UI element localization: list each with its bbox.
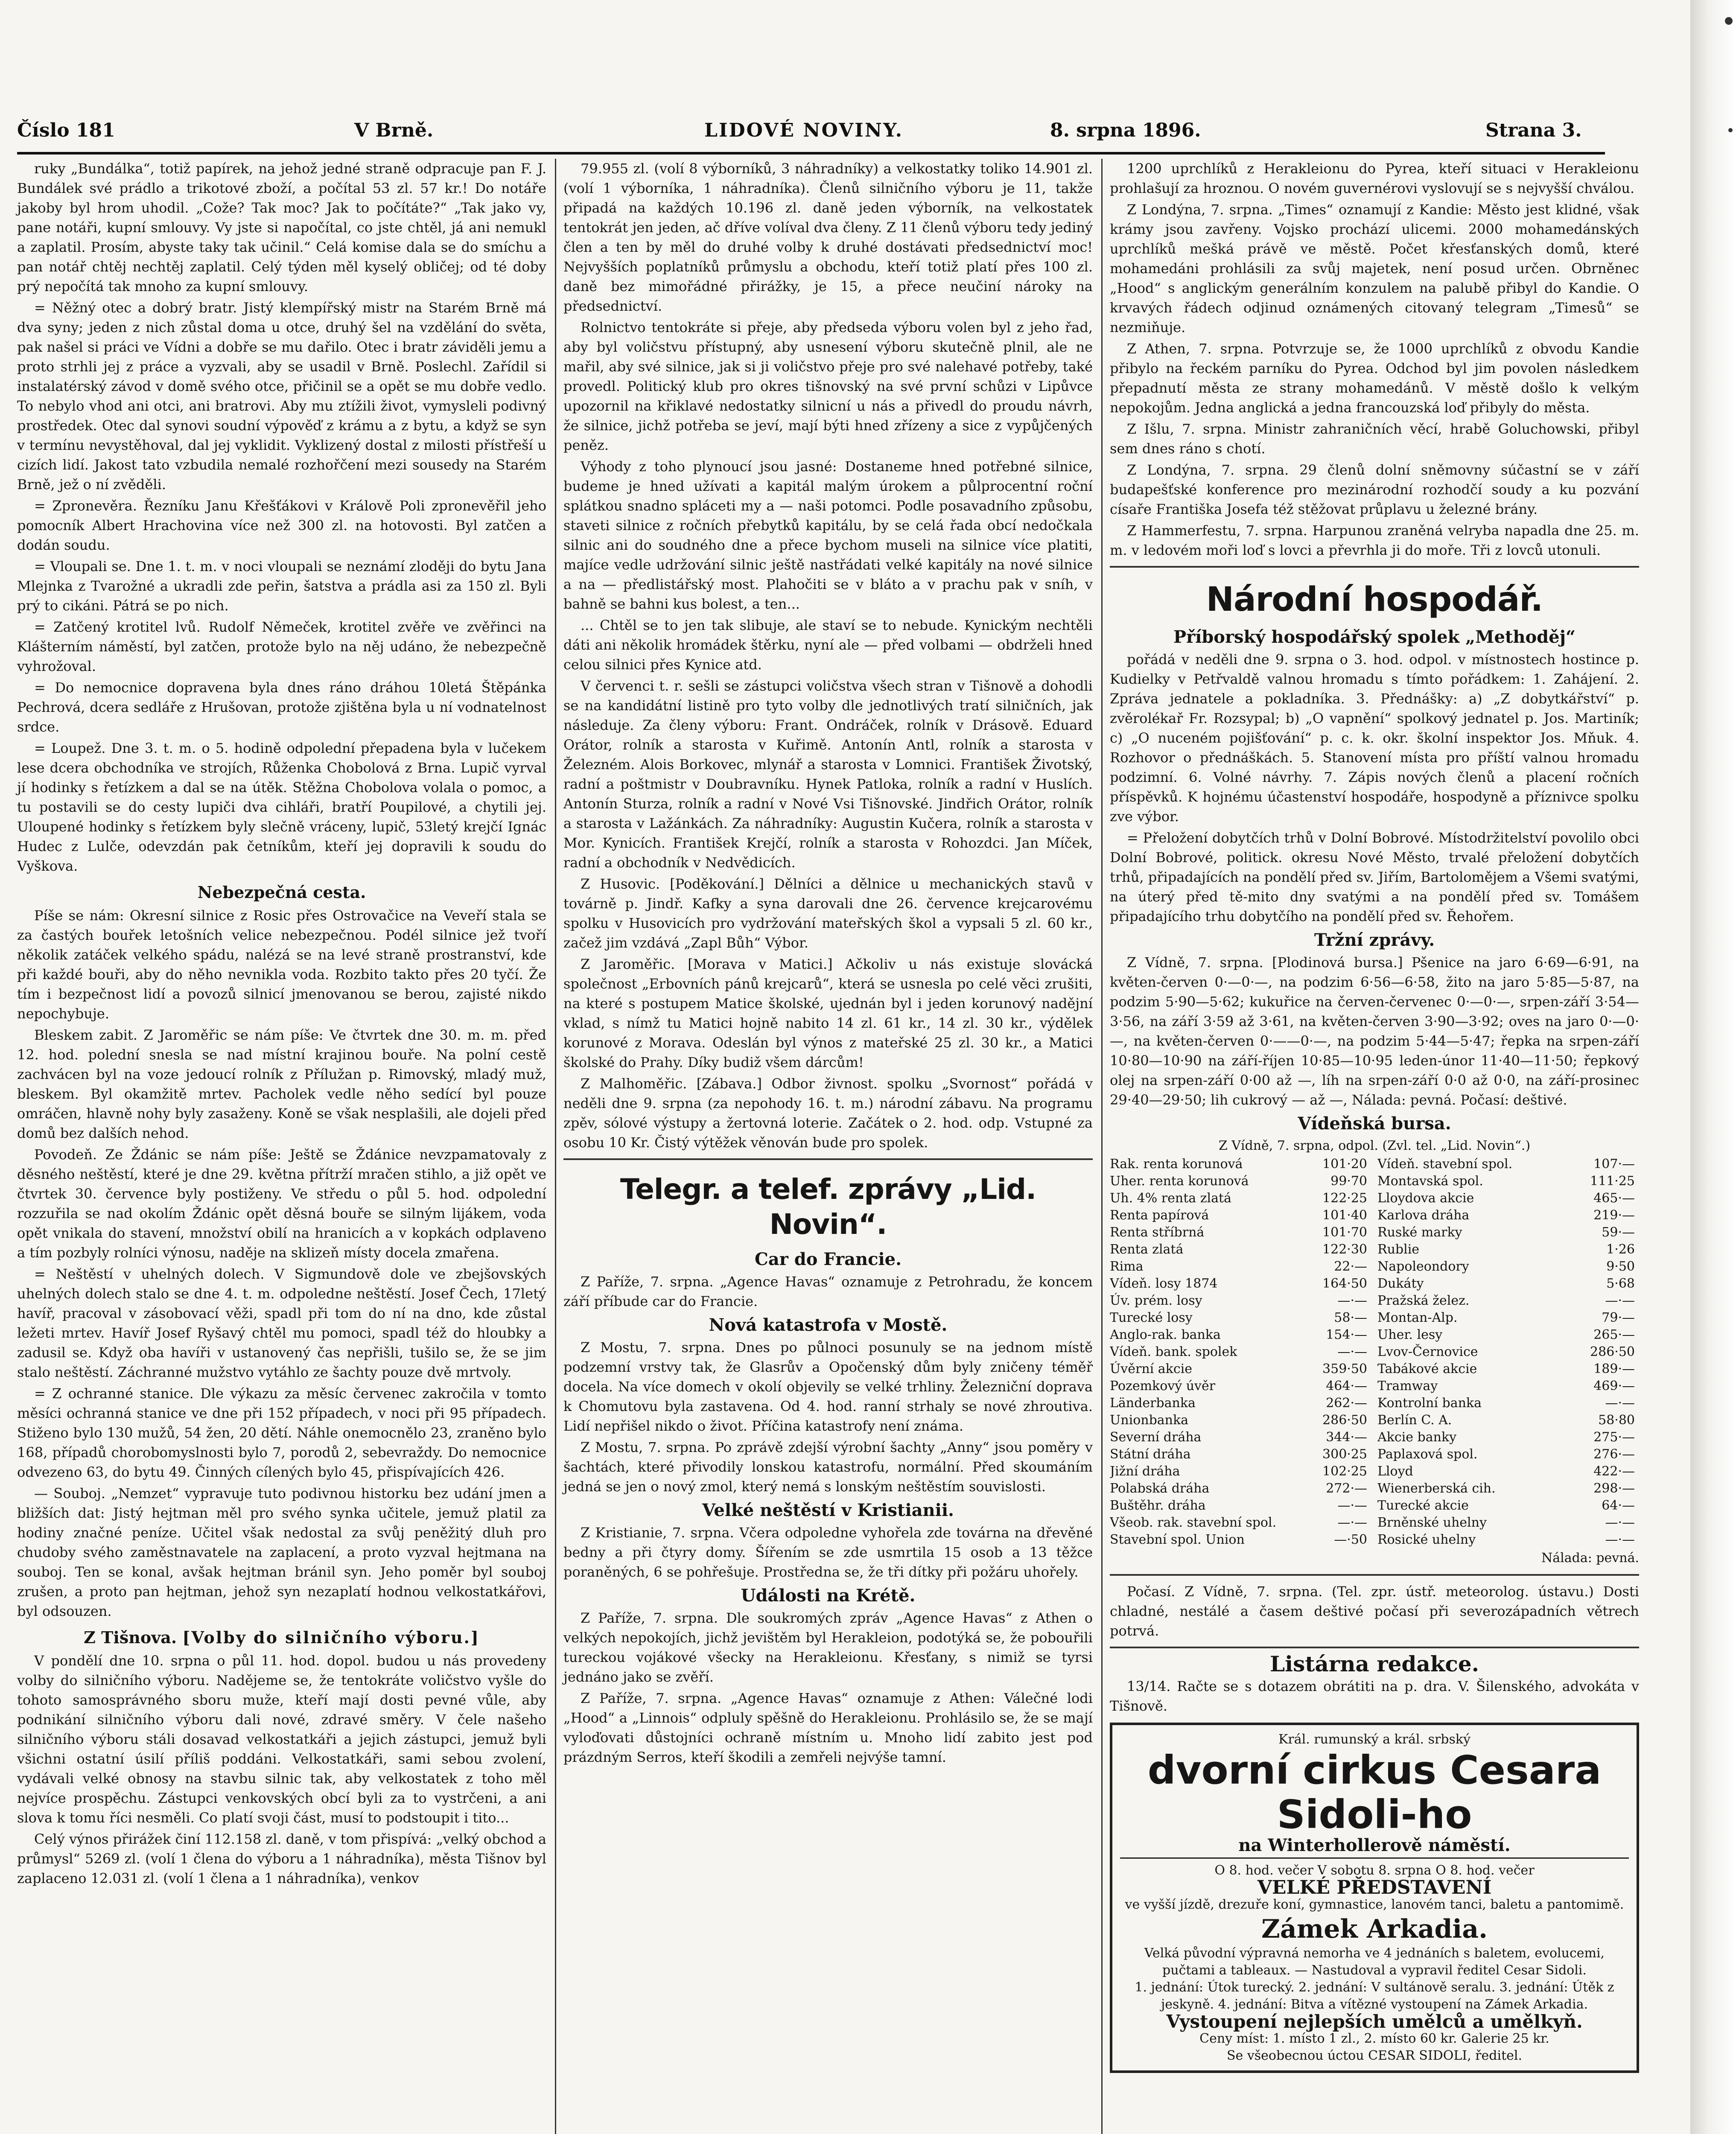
bourse-row — [1110, 1190, 1371, 1207]
bourse-row — [1377, 1275, 1639, 1292]
article: ruky „Bundálka“, totiž papírek, na jehož jedné straně odpracuje pan F. J. Bundálek své prádlo a trikotové zboží, a počítal 53 zl. 57 kr.! Do notáře jakoby byl hrom uhodil. „Cože? Tak moc? Jak to počítáte?“ „Tak jako vy, pane notáři, kupní smlouvy. Vy jste si napočítal, co jste chtěl, já ani nemukl a zaplatil. Prosím, abyste taky tak učinil.“ Celá komise dala se do smíchu a pan notář chtěj nechtěj zaplatil. Celý týden měl kyselý obličej; od té doby prý nepočítá tak mnoho za kupní smlouvy. — [17, 160, 546, 294]
bourse-row — [1377, 1207, 1639, 1224]
bourse-security: Montavská spol. — [1377, 1174, 1483, 1189]
bourse-security: Anglo-rak. banka — [1110, 1327, 1221, 1342]
bourse-row — [1377, 1361, 1639, 1378]
bourse-security: Úv. prém. losy — [1110, 1293, 1202, 1308]
bourse-price: 1·26 — [1606, 1242, 1635, 1257]
bourse-row — [1110, 1463, 1371, 1480]
ad-headline: dvorní cirkus Cesara Sidoli-ho — [1147, 1747, 1602, 1837]
article: = Vloupali se. Dne 1. t. m. v noci vloupali se neznámí zloději do bytu Jana Mlejnka z Tvarožné a ukradli zde peřin, šatstva a prádla asi za 150 zl. Byli prý to cikáni. Pátrá se po nich. — [17, 558, 546, 614]
bourse-price: —·— — [1605, 1532, 1635, 1547]
article: Celý výnos přirážek činí 112.158 zl. daně, v tom přispívá: „velký obchod a průmysl“ 5269 zl. (volí 1 člena do výboru a 1 náhradníka), města Tišnov byl zaplaceno 12.031 zl. (volí 1 člena a 1 náhradníka), venkov — [17, 1831, 546, 1886]
article: — Souboj. „Nemzet“ vypravuje tuto podivnou historku bez udání jmen a bližších dat: Jistý hejtman měl pro svého synka učitele, jemuž platil za hodiny značné peníze. Učitel však nedostal za svůj peněžitý dluh pro chudoby svého zaměstnavatele na zaplacení, a proto vyzval hejtmana na souboj. Ten se konal, avšak hejtman bránil syn. Jeho poměr byl souboj zrušen, a proto pan hejtman, jehož syn nezaplatí hodnou velkostatkářovi, byl odsouzen. — [17, 1485, 546, 1619]
bourse-row — [1377, 1173, 1639, 1190]
bourse-row — [1110, 1344, 1371, 1361]
column-rule — [1101, 159, 1103, 2134]
page-edge — [1690, 0, 1736, 2134]
article: Z Londýna, 7. srpna. „Times“ oznamují z Kandie: Město jest klidné, však krámy jsou zavřeny. Vojsko prochází ulicemi. 2000 mohamedánských uprchlíků mešká právě ve městě. Počet křesťanských domů, které mohamedáni prohlásili za svůj majetek, není posud určen. Obrněnec „Hood“ s anglickým generálním konzulem na palubě přibyl do Kandie. O krvavých řádech odjinud oznámených citovaný telegram „Timesů“ se nezmiňuje. — [1110, 201, 1639, 335]
bourse-price: 111·25 — [1590, 1174, 1635, 1189]
headline: Události na Krétě. — [741, 1586, 916, 1606]
article: Z Jaroměřic. [Morava v Matici.] Ačkoliv u nás existuje slovácká společnost „Erbovních pánů krejcarů“, která se usnesla po celé věci zrušiti, na které s postupem Matice školské, ujednán byl i jeden korunový nadějní vklad, s nímž tu Matici hojně nabito 14 zl. 61 kr., 14 zl. 30 kr., výdělek korunové z Morava. Odeslán byl výnos z mateřské 25 zl. 30 kr., a Matici školské do Prahy. Díky budiž všem dárcům! — [563, 956, 1093, 1070]
bourse-security: Rima — [1110, 1259, 1144, 1274]
bourse-security: Renta stříbrná — [1110, 1225, 1205, 1240]
bourse-price: 469·— — [1593, 1379, 1635, 1394]
article: = Loupež. Dne 3. t. m. o 5. hodině odpolední přepadena byla v lučekem lese dcera obchodníka ve strojích, Růženka Chobolová z Brna. Lupič vyrval jí hodinky s řetízkem a dal se na útěk. Stěžna Chobolova volala o pomoc, a tu postavili se do cesty lupiči dva cihláři, bratří Poupilové, a chytili jej. Uloupené hodinky s řetízkem byly slečně vráceny, lupič, 53letý krejčí Ignác Hudec z Lulče, odevzdán pak četníkům, kteří jej dopravili k soudu do Vyškova. — [17, 740, 546, 874]
article: = Něžný otec a dobrý bratr. Jistý klempířský mistr na Starém Brně má dva syny; jeden z nich zůstal doma u otce, druhý šel na vzdělání do světa, pak našel si práci ve Vídni a dobře se mu dařilo. Otec i bratr záviděli jemu a proto strhli jej z práce a vyzvali, aby se usadil v Brně. Poslechl. Zařídil si instalatérský závod v domě svého otce, přičinil se a opět se mu dobře vedlo. To nebylo vhod ani otci, ani bratrovi. Aby mu ztížili život, vymysleli podivný prostředek. Otec dal synovi soudní výpověď z krámu a z bytu, a když se syn v termínu nevystěhoval, dal jej vyklidit. Vyklizený dostal z milosti přístřeší u cizích lidí. Jakost tato vzbudila nemalé rozhořčení mezi sousedy na Starém Brně, jež o ní zvěděli. — [17, 300, 546, 493]
bourse-security: Renta zlatá — [1110, 1242, 1184, 1257]
issue-date: 8. srpna 1896. — [1050, 120, 1201, 141]
article: Z Hammerfestu, 7. srpna. Harpunou zraněná velryba napadla dne 25. m. m. v ledovém moři loď s lovci a převrhla ji do moře. Tři z lovců utonuli. — [1110, 522, 1639, 558]
bourse-price: 101·40 — [1322, 1208, 1367, 1223]
bourse-row — [1110, 1514, 1371, 1531]
bourse-security: Dukáty — [1377, 1276, 1424, 1291]
bourse-price: 275·— — [1593, 1430, 1635, 1445]
bourse-price: —·— — [1337, 1344, 1367, 1359]
article: Z Mostu, 7. srpna. Dnes po půlnoci posunuly se na jednom místě podzemní vrstvy tak, že Glasrův a Opočenský dům byly zničeny téměř docela. Na více domech v okolí objevily se velké trhliny. Železniční doprava k Chomutovu byla zastavena. Od 4. hod. ranní strhaly se nové zhroutiva. Lidí nepřišel nikdo o život. Příčina katastrofy není známa. — [563, 1339, 1093, 1434]
bourse-row — [1377, 1344, 1639, 1361]
headline — [17, 1628, 546, 1647]
article: Povodeň. Ze Ždánic se nám píše: Ještě se Ždánice nevzpamatovaly z děsného neštěstí, které je dne 29. května přítrží mračen stihlo, a již opět ve čtvrtek 30. července byly postiženy. Ve středu o půl 5. hod. odpolední rozzuřila se nad okolím Ždánic opět děsná bouře se silným lijákem, voda opět vnikala do stavení, množství obilí na hranicích a v kopkách odplaveno a tím pozbyly rolníci výnosu, naděje na sklizeň místy docela zmařena. — [17, 1146, 546, 1261]
article: Z Athen, 7. srpna. Potvrzuje se, že 1000 uprchlíků z obvodu Kandie přibylo na řeckém parníku do Pyrea. Odchod byl jim povolen následkem přepadnutí města ze strany mohamedánů. V městě došlo k velkým nepokojům. Jedna anglická a jedna francouzská loď přibyly do města. — [1110, 341, 1639, 416]
article: pořádá v neděli dne 9. srpna o 3. hod. odpol. v místnostech hostince p. Kudielky v Petřvaldě valnou hromadu s tímto pořádkem: 1. Zahájení. 2. Zpráva jednatele a pokladníka. 3. Přednášky: a) „Z dobytkářství“ p. zvěrolékař Fr. Rozsypal; b) „O vapnění“ spolkový jednatel p. Jos. Martiník; c) „O nuceném pojišťování“ p. c. k. okr. školní inspektor Jos. Mňuk. 4. Rozhovor o přednáškách. 5. Stanovení místa pro příští valnou hromadu podzimní. 6. Volné návrhy. 7. Zápis nových členů a placení ročních příspěvků. K hojnému účastenství hospodáře, hospodyně a příznivce spolku zve výbor. — [1110, 651, 1639, 825]
article: ... Chtěl se to jen tak slibuje, ale staví se to nebude. Kynickým nechtěli dáti ani několik hromádek štěrku, nyní ale — před volbami — obdrželi hned celou silnici přes Kynice atd. — [563, 617, 1093, 673]
bourse-price: 22·— — [1334, 1259, 1367, 1274]
bourse-security: Jižní dráha — [1110, 1464, 1180, 1479]
bourse-row — [1377, 1497, 1639, 1514]
bourse-security: Brněnské uhelny — [1377, 1515, 1487, 1530]
bourse-price: 219·— — [1593, 1208, 1635, 1223]
bourse-price: 164·50 — [1322, 1276, 1367, 1291]
bourse-security: Stavební spol. Union — [1110, 1532, 1245, 1547]
headline: Příborský hospodářský spolek „Methoděj“ — [1173, 627, 1576, 647]
bourse-row — [1110, 1258, 1371, 1275]
bourse-price: 122·30 — [1322, 1242, 1367, 1257]
bourse-row — [1110, 1446, 1371, 1463]
article: Z Londýna, 7. srpna. 29 členů dolní sněmovny súčastní se v září budapešťské konference pro mezinárodní rozhodčí soudy a ku pozvání císaře Františka Josefa též stěžovat průplavu u železné brány. — [1110, 462, 1639, 517]
bourse-price: 286·50 — [1322, 1413, 1367, 1428]
bourse-row — [1110, 1224, 1371, 1241]
article: Z Paříže, 7. srpna. „Agence Havas“ oznamuje z Petrohradu, že koncem září příbude car do Francie. — [563, 1274, 1093, 1309]
bourse-price: —·— — [1337, 1498, 1367, 1513]
bourse-security: Paplaxová spol. — [1377, 1447, 1478, 1462]
bourse-row — [1377, 1378, 1639, 1395]
bourse-price: 262·— — [1326, 1396, 1367, 1411]
bourse-row — [1377, 1531, 1639, 1548]
ad-line: Ceny míst: 1. místo 1 zl., 2. místo 60 kr. Galerie 25 kr. — [1199, 2031, 1549, 2046]
bourse-security: Polabská dráha — [1110, 1481, 1210, 1496]
bourse-price: —·— — [1337, 1293, 1367, 1308]
bourse-security: Wienerberská cih. — [1377, 1481, 1496, 1496]
bourse-security: Ruské marky — [1377, 1225, 1462, 1240]
section-title-market: Tržní zprávy. — [1314, 930, 1435, 950]
bourse-security: Vídeň. bank. spolek — [1110, 1344, 1237, 1359]
ad-line: VELKÉ PŘEDSTAVENÍ — [1257, 1877, 1492, 1898]
bourse-price: 276·— — [1593, 1447, 1635, 1462]
bourse-price: —·— — [1605, 1396, 1635, 1411]
bourse-price: 101·20 — [1322, 1157, 1367, 1172]
article: Z Malhoměřic. [Zábava.] Odbor živnost. spolku „Svornost“ pořádá v neděli dne 9. srpna (za nepohody 16. t. m.) národní zábavu. Na programu zpěv, sólové výstupy a žertovná loterie. Začátek o 2. hod. odp. Vstupné za osobu 10 Kr. Čistý výtěžek věnován bude pro spolek. — [563, 1076, 1093, 1151]
article: 1200 uprchlíků z Herakleionu do Pyrea, kteří situaci v Herakleionu prohlašují za hroznou. O novém guvernérovi vyslovují se s nejvyšší chválou. — [1110, 160, 1639, 196]
bourse-price: 286·50 — [1590, 1344, 1635, 1359]
bourse-row — [1377, 1480, 1639, 1497]
bourse-row — [1377, 1463, 1639, 1480]
ad-rule — [1120, 1857, 1629, 1859]
bourse-table — [1110, 1156, 1639, 1548]
bourse-row — [1377, 1326, 1639, 1344]
bourse-subtitle: Z Vídně, 7. srpna, odpol. (Zvl. tel. „Lid. Novin“.) — [1218, 1138, 1531, 1153]
bourse-security: Kontrolní banka — [1377, 1396, 1482, 1411]
bourse-row — [1110, 1361, 1371, 1378]
bourse-price: 107·— — [1593, 1157, 1635, 1172]
bourse-price: 154·— — [1326, 1327, 1367, 1342]
bourse-price: 58·— — [1334, 1310, 1367, 1325]
page-number: Strana 3. — [1485, 120, 1582, 141]
bourse-row — [1377, 1309, 1639, 1326]
bourse-price: —·— — [1605, 1293, 1635, 1308]
ad-line: Vystoupení nejlepších umělců a umělkyň. — [1166, 2011, 1583, 2032]
bourse-row — [1377, 1514, 1639, 1531]
bourse-price: 422·— — [1593, 1464, 1635, 1479]
bourse-right-column — [1377, 1156, 1639, 1548]
bourse-security: Unionbanka — [1110, 1413, 1189, 1428]
bourse-security: Tabákové akcie — [1377, 1361, 1477, 1376]
bourse-row — [1110, 1378, 1371, 1395]
bourse-row — [1110, 1326, 1371, 1344]
article: Bleskem zabit. Z Jaroměřic se nám píše: Ve čtvrtek dne 30. m. m. před 12. hod. polední snesla se nad místní krajinou bouře. Na polní cestě zachvácen byl na voze jedoucí rolník z Přílužan p. Rimovský, mladý muž, bleskem. Byl okamžitě mrtev. Pacholek vedle něho sedící byl pouze omráčen, hlavně nohy byly zasaženy. Koně se však nesplašili, ale dojeli před domů bez dalších nehod. — [17, 1027, 546, 1141]
bourse-price: 359·50 — [1322, 1361, 1367, 1376]
bourse-row — [1110, 1207, 1371, 1224]
bourse-security: Rublie — [1377, 1242, 1420, 1257]
bourse-security: Úvěrní akcie — [1110, 1361, 1192, 1376]
headline: Nová katastrofa v Mostě. — [709, 1315, 948, 1335]
bourse-security: Länderbanka — [1110, 1396, 1196, 1411]
column-1 — [17, 159, 546, 1890]
bourse-security: Renta papírová — [1110, 1208, 1209, 1223]
bourse-security: Uh. 4% renta zlatá — [1110, 1191, 1231, 1206]
bourse-price: 5·68 — [1606, 1276, 1635, 1291]
bourse-security: Pražská želez. — [1377, 1293, 1470, 1308]
ad-line: Král. rumunský a král. srbský — [1278, 1732, 1471, 1747]
bourse-price: 298·— — [1593, 1481, 1635, 1496]
bourse-price: 102·25 — [1322, 1464, 1367, 1479]
bourse-security: Turecké akcie — [1377, 1498, 1469, 1513]
section-title-bourse: Vídeňská bursa. — [1298, 1114, 1451, 1134]
section-title-letters: Listárna redakce. — [1269, 1651, 1479, 1676]
bourse-security: Lloyd — [1377, 1464, 1413, 1479]
ad-line: 1. jednání: Útok turecký. 2. jednání: V sultánově seralu. 3. jednání: Útěk z jeskyně. 4. jednání: Bitva a vítězné vystoupení na Zámek Arkadia. — [1135, 1980, 1614, 2012]
bourse-price: 465·— — [1593, 1191, 1635, 1206]
bourse-security: Rak. renta korunová — [1110, 1157, 1243, 1172]
ad-title: Zámek Arkadia. — [1261, 1914, 1488, 1944]
bourse-row — [1377, 1412, 1639, 1429]
bourse-security: Tramway — [1377, 1379, 1438, 1394]
bourse-price: 344·— — [1326, 1430, 1367, 1445]
ad-signature: Se všeobecnou úctou CESAR SIDOLI, ředitel. — [1226, 2048, 1523, 2063]
bourse-security: Turecké losy — [1110, 1310, 1193, 1325]
headline: Car do Francie. — [754, 1249, 902, 1269]
article: 79.955 zl. (volí 8 výborníků, 3 náhradníky) a velkostatky toliko 14.901 zl. (volí 1 výborníka, 1 náhradníka). Členů silničního výboru je 11, takže připadá na každých 10.196 zl. daně jeden výborník, na velkostatek tentokrát jen jeden, ač dříve volíval dva členy. Z 11 členů výboru tedy jediný člen a ten by měl do druhé volby k druhé dostávati předsednictví moc! Nejvyšších poplatníků průmyslu a obchodu, kteří totiž platí přes 100 zl. daně bez mimořádné přirážky, je 15, a přece neučiní nároky na předsednictví. — [563, 160, 1093, 314]
bourse-row — [1110, 1531, 1371, 1548]
column-2 — [563, 159, 1093, 1769]
article: 13/14. Račte se s dotazem obrátiti na p. dra. V. Šilenského, advokáta v Tišnově. — [1110, 1678, 1639, 1714]
bourse-security: Lloydova akcie — [1377, 1191, 1474, 1206]
bourse-price: 122·25 — [1322, 1191, 1367, 1206]
article: = Přeložení dobytčích trhů v Dolní Bobrové. Místodržitelství povolilo obci Dolní Bobrové, politick. okresu Nové Město, trvalé přeložení dobytčích trhů, připadajících na pondělí před sv. Jiřím, Bartolomějem a Všemi svatými, na úterý před tě-mito dny svatými a na pondělí před sv. Tomášem připadajícího trhu dobytčího na pondělí před sv. Řehořem. — [1110, 830, 1639, 924]
section-divider — [563, 1158, 1093, 1160]
article: Výhody z toho plynoucí jsou jasné: Dostaneme hned potřebné silnice, budeme je hned užívati a kapitál malým úrokem a půlprocentní roční splátkou snadno spláceti my a — naši potomci. Podle posavadního způsobu, staveti silnice z ročních přebytků kapitálu, by se celá řada obcí nedočkala silnic ani do soudného dne a přece bychom museli na silnice více platiti, majíce vedle udržování silnic ještě nastřádati velké kapitály na nové silnice a na — předlistářský most. Plahočiti se v bláto a v prachu pak v sníh, v bahně se bahni kus bolest, a ten... — [563, 458, 1093, 612]
bourse-price: 265·— — [1593, 1327, 1635, 1342]
section-divider — [1110, 566, 1639, 568]
bourse-left-column — [1110, 1156, 1371, 1548]
bourse-security: Karlova dráha — [1377, 1208, 1470, 1223]
section-divider — [1110, 1574, 1639, 1576]
bourse-price: 272·— — [1326, 1481, 1367, 1496]
bourse-row — [1377, 1429, 1639, 1446]
section-divider — [1110, 1647, 1639, 1648]
bourse-row — [1110, 1173, 1371, 1190]
bourse-row — [1377, 1446, 1639, 1463]
issue-number: Číslo 181 — [17, 120, 115, 141]
bourse-security: Vídeň. losy 1874 — [1110, 1276, 1218, 1291]
article: Z Husovic. [Poděkování.] Dělníci a dělnice u mechanických stavů v továrně p. Jindř. Kafky a syna darovali dne 26. července krejcarovému spolku v Husovicích pro vydržování mateřských škol a vypsali 5 zl. 60 kr., začež jim vzdává „Zapl Bůh“ Výbor. — [563, 876, 1093, 951]
article: = Z ochranné stanice. Dle výkazu za měsíc červenec zakročila v tomto měsíci ochranná stanice ve dne při 152 případech, v noci při 95 případech. Stiženo bylo 130 mužů, 54 žen, 20 dětí. Náhle onemocnělo 23, zraněno bylo 168, případů chorobomyslnosti bylo 7, porodů 2, sebevraždy. Do nemocnice odvezeno 63, do bytu 49. Činných cílených bylo 45, přispívajících 426. — [17, 1385, 546, 1480]
paper-name: LIDOVÉ NOVINY. — [704, 120, 903, 141]
bourse-row — [1377, 1241, 1639, 1258]
bourse-price: 79·— — [1602, 1310, 1635, 1325]
section-title-telegrams: Telegr. a telef. zprávy „Lid. Novin“. — [620, 1173, 1036, 1241]
header-rule — [17, 152, 1605, 155]
ad-line: na Winterhollerově náměstí. — [1238, 1835, 1511, 1855]
bourse-price: 300·25 — [1322, 1447, 1367, 1462]
article: = Zatčený krotitel lvů. Rudolf Němeček, krotitel zvěře ve zvěřinci na Klášterním náměstí, byl zatčen, protože bylo na něj udáno, že nebezpečně vyhrožoval. — [17, 619, 546, 674]
ad-line: ve vyšší jízdě, drezuře koní, gymnastice, lanovém tanci, baletu a pantomimě. — [1125, 1897, 1624, 1912]
article: Z Paříže, 7. srpna. Dle soukromých zpráv „Agence Havas“ z Athen o velkých nepokojích, jichž jevištěm byl Herakleion, podotýká se, že pobouřili tureckou vojákové všecky na Herakleionu. Křesťany, s nimiž se tyrsi jednáno jako se zvěří. — [563, 1610, 1093, 1685]
bourse-security: Napoleondory — [1377, 1259, 1469, 1274]
article: V červenci t. r. sešli se zástupci voličstva všech stran v Tišnově a dohodli se na kandidátní listině pro tyto volby dle jednotlivých tratí silničních, jak následuje. Za členy výboru: Frant. Ondráček, rolník v Drásově. Eduard Orátor, rolník a starosta v Kuřimě. Antonín Antl, rolník a starosta v Železném. Alois Borkovec, mlynář a starosta v Lomnici. František Životský, radní a poštmistr v Doubravníku. Hynek Patloka, rolník a radní v Huslích. Antonín Sturza, rolník a radní v Nové Vsi Tišnovské. Jindřich Orátor, rolník a starosta v Lažánkách. Za náhradníky: Augustin Kučera, rolník a starosta v Mor. Kynicích. František Krejčí, rolník a starosta v Rohozdci. Jan Míček, radní a obchodník v Nedvědicích. — [563, 678, 1093, 871]
bourse-row — [1110, 1395, 1371, 1412]
bourse-row — [1377, 1395, 1639, 1412]
article: Z Išlu, 7. srpna. Ministr zahraničních věcí, hrabě Goluchowski, přibyl sem dnes ráno s chotí. — [1110, 421, 1639, 457]
bourse-security: Buštěhr. dráha — [1110, 1498, 1206, 1513]
bourse-price: 9·50 — [1606, 1259, 1635, 1274]
bourse-security: Berlín C. A. — [1377, 1413, 1452, 1428]
place: V Brně. — [354, 120, 434, 141]
circus-advertisement — [1110, 1723, 1639, 2073]
weather-report: Počasí. Z Vídně, 7. srpna. (Tel. zpr. ústř. meteorolog. ústavu.) Dosti chladné, nestálé a časem deštivé počasí při severozápadních větrech potrvá. — [1110, 1583, 1639, 1639]
bourse-price: 464·— — [1326, 1379, 1367, 1394]
bourse-row — [1110, 1480, 1371, 1497]
bourse-price: 59·— — [1602, 1225, 1635, 1240]
bourse-security: Státní dráha — [1110, 1447, 1191, 1462]
bourse-security: Všeob. rak. stavební spol. — [1110, 1515, 1277, 1530]
article: Z Vídně, 7. srpna. [Plodinová bursa.] Pšenice na jaro 6·69—6·91, na květen-červen 0·—0·—, na podzim 6·56—6·58, žito na jaro 5·85—5·87, na podzim 5·90—5·62; kukuřice na červen-červenec 0·—0·—, srpen-září 3·54—3·56, na září 3·59 až 3·61, na květen-červen 3·90—3·92; oves na jaro 0·—0·—, na květen-červen 0·——0·—, na podzim 5·44—5·47; řepka na srpen-září 10·80—10·90 na září-říjen 10·85—10·95 leden-únor 11·40—11·50; řepkový olej na srpen-září 0·00 až —, líh na srpen-září 0·0 až 0·0, na září-prosinec 29·40—29·50; lih cukrový — až —, Nálada: pevná. Počasí: deštivé. — [1110, 954, 1639, 1108]
bourse-security: Pozemkový úvěr — [1110, 1379, 1216, 1394]
bourse-price: —·50 — [1334, 1532, 1367, 1547]
bourse-row — [1110, 1275, 1371, 1292]
bourse-row — [1110, 1156, 1371, 1173]
bourse-row — [1377, 1224, 1639, 1241]
bourse-row — [1110, 1429, 1371, 1446]
bourse-security: Akcie banky — [1377, 1430, 1457, 1445]
bourse-row — [1377, 1258, 1639, 1275]
bourse-security: Montan-Alp. — [1377, 1310, 1458, 1325]
bourse-row — [1110, 1309, 1371, 1326]
bourse-price: 99·70 — [1330, 1174, 1367, 1189]
bourse-price: 64·— — [1602, 1498, 1635, 1513]
article: Z Mostu, 7. srpna. Po zprávě zdejší výrobní šachty „Anny“ jsou poměry v šachtách, které přivodily lonskou katastrofu, normální. Před skoumáním jedná se jen o nový zmol, který nemá s lonským neštěstím souvislosti. — [563, 1439, 1093, 1495]
bourse-security: Rosické uhelny — [1377, 1532, 1476, 1547]
bourse-security: Uher. lesy — [1377, 1327, 1443, 1342]
headline: Nebezpečná cesta. — [197, 883, 366, 902]
headline-place: Z Tišnova. — [84, 1628, 177, 1647]
bourse-row — [1110, 1497, 1371, 1514]
headline-topic: [Volby do silničního výboru.] — [182, 1628, 480, 1647]
ink-speck — [1728, 128, 1733, 132]
bourse-mood: Nálada: pevná. — [1541, 1551, 1639, 1566]
bourse-price: 101·70 — [1322, 1225, 1367, 1240]
article: = Do nemocnice dopravena byla dnes ráno dráhou 10letá Štěpánka Pechrová, dcera sedláře z Hrušovan, protože zjištěna byla u ní vodnatelnost srdce. — [17, 679, 546, 735]
bourse-row — [1377, 1156, 1639, 1173]
article: Rolnictvo tentokráte si přeje, aby předseda výboru volen byl z jeho řad, aby byl voličstvu přístupný, aby usnesení výboru skutečně plnil, ale ne mařil, aby své silnice, jak si ji voličstvo přeje pro své nalehavé potřeby, také provedl. Politický klub pro okres tišnovský na své první schůzi v Lipůvce upozornil na křiklavé nedostatky silnicní u nás a přivedl do proudu návrh, že silnice, jichž potřeba se jeví, mají býti hned zřízeny a sice z vypůjčených peněz. — [563, 319, 1093, 453]
bourse-price: —·— — [1605, 1515, 1635, 1530]
bourse-security: Vídeň. stavební spol. — [1377, 1157, 1513, 1172]
bourse-security: Lvov-Černovice — [1377, 1344, 1478, 1359]
article: V pondělí dne 10. srpna o půl 11. hod. dopol. budou u nás provedeny volby do silničního výboru. Nadějeme se, že tentokráte voličstvo vyšle do tohoto samosprávného sboru muže, kteří mají dosti pevné vůle, aby podnikání silničního výboru dali nové, zdravé směry. V čele našeho silničního výboru stáli dosavad velkostatkáři a jejich zástupci, jemuž byli všichni ostatní úsilí příliš poddáni. Velkostatkáři, sami sebou zvolení, vydávali velké obnosy na stavbu silnic tak, aby velkostatek z toho měl nejvíce prospěchu. Zástupci venkovských obcí byli za to vystrčeni, a ani slova k tomu říci nesměli. Co platí svoji část, musí to podstoupit i tito... — [17, 1653, 546, 1826]
bourse-security: Uher. renta korunová — [1110, 1174, 1249, 1189]
ad-days: O 8. hod. večer V sobotu 8. srpna O 8. hod. večer — [1214, 1863, 1535, 1878]
bourse-price: 58·80 — [1598, 1413, 1635, 1428]
bourse-price: 189·— — [1593, 1361, 1635, 1376]
bourse-security: Severní dráha — [1110, 1430, 1202, 1445]
ink-speck — [1725, 17, 1733, 25]
ad-line: Velká původní výpravná nemorha ve 4 jednáních s baletem, evolucemi, pučtami a tableaux. — Nastudoval a vypravil ředitel Cesar Sidoli. — [1144, 1946, 1605, 1978]
bourse-row — [1110, 1292, 1371, 1309]
column-rule — [555, 159, 556, 2134]
bourse-row — [1377, 1292, 1639, 1309]
article: Píše se nám: Okresní silnice z Rosic přes Ostrovačice na Veveří stala se za častých bouřek letošních velice nebezpečnou. Podél silnice jež tvoří několik zatáček velkého spádu, nalézá se na levé straně prostranství, kde při každé bouři, aby do něho nevnikla voda. Rozbito takto přes 20 tyčí. Že tím i bezpečnost lidí a povozů silnicí jmenovanou se berou, zajisté nikdo nepochybuje. — [17, 907, 546, 1022]
bourse-row — [1110, 1241, 1371, 1258]
section-title-economy: Národní hospodář. — [1206, 580, 1543, 619]
bourse-price: —·— — [1337, 1515, 1367, 1530]
article: = Neštěstí v uhelných dolech. V Sigmundově dole ve zbejšovských uhelných dolech stalo se dne 4. t. m. odpoledne neštěstí. Josef Čech, 17letý havíř, pracoval v zásobovací věži, spadl při tom do ní na dno, kde zůstal ležeti mrtev. Havíř Josef Ryšavý chtěl mu pomoci, spadl též do hloubky a zadusil se. Když oba havíři v ustanovený čas nepřišli, tušilo se, že se jim stalo neštěstí. Záchranné mužstvo vytáhlo ze šachty pouze dvě mrtvoly. — [17, 1266, 546, 1380]
article: Z Paříže, 7. srpna. „Agence Havas“ oznamuje z Athen: Válečné lodi „Hood“ a „Linnois“ odpluly spěšně do Herakleionu. Prohlásilo se, že se mají vyloďovati důstojníci ochraně místním u. Mnoho lidí zabito jest pod prázdným Serros, kteří škodili a zemřeli nejvýše tamní. — [563, 1690, 1093, 1765]
bourse-row — [1377, 1190, 1639, 1207]
page-header — [17, 120, 1605, 145]
column-3 — [1110, 159, 1639, 2073]
article: Z Kristianie, 7. srpna. Včera odpoledne vyhořela zde továrna na dřevěné bedny a při čtyry domy. Šířením se zde usmrtila 15 osob a 13 těžce poraněných, 6 se pohřešuje. Prostředna se, že tři dítky při požáru uhořely. — [563, 1525, 1093, 1580]
bourse-row — [1110, 1412, 1371, 1429]
headline: Velké neštěstí v Kristianii. — [702, 1500, 954, 1520]
article: = Zpronevěra. Řezníku Janu Křešťákovi v Králově Poli zpronevěřil jeho pomocník Albert Hrachovina více než 300 zl. na hotovosti. Byl zatčen a dodán soudu. — [17, 498, 546, 553]
